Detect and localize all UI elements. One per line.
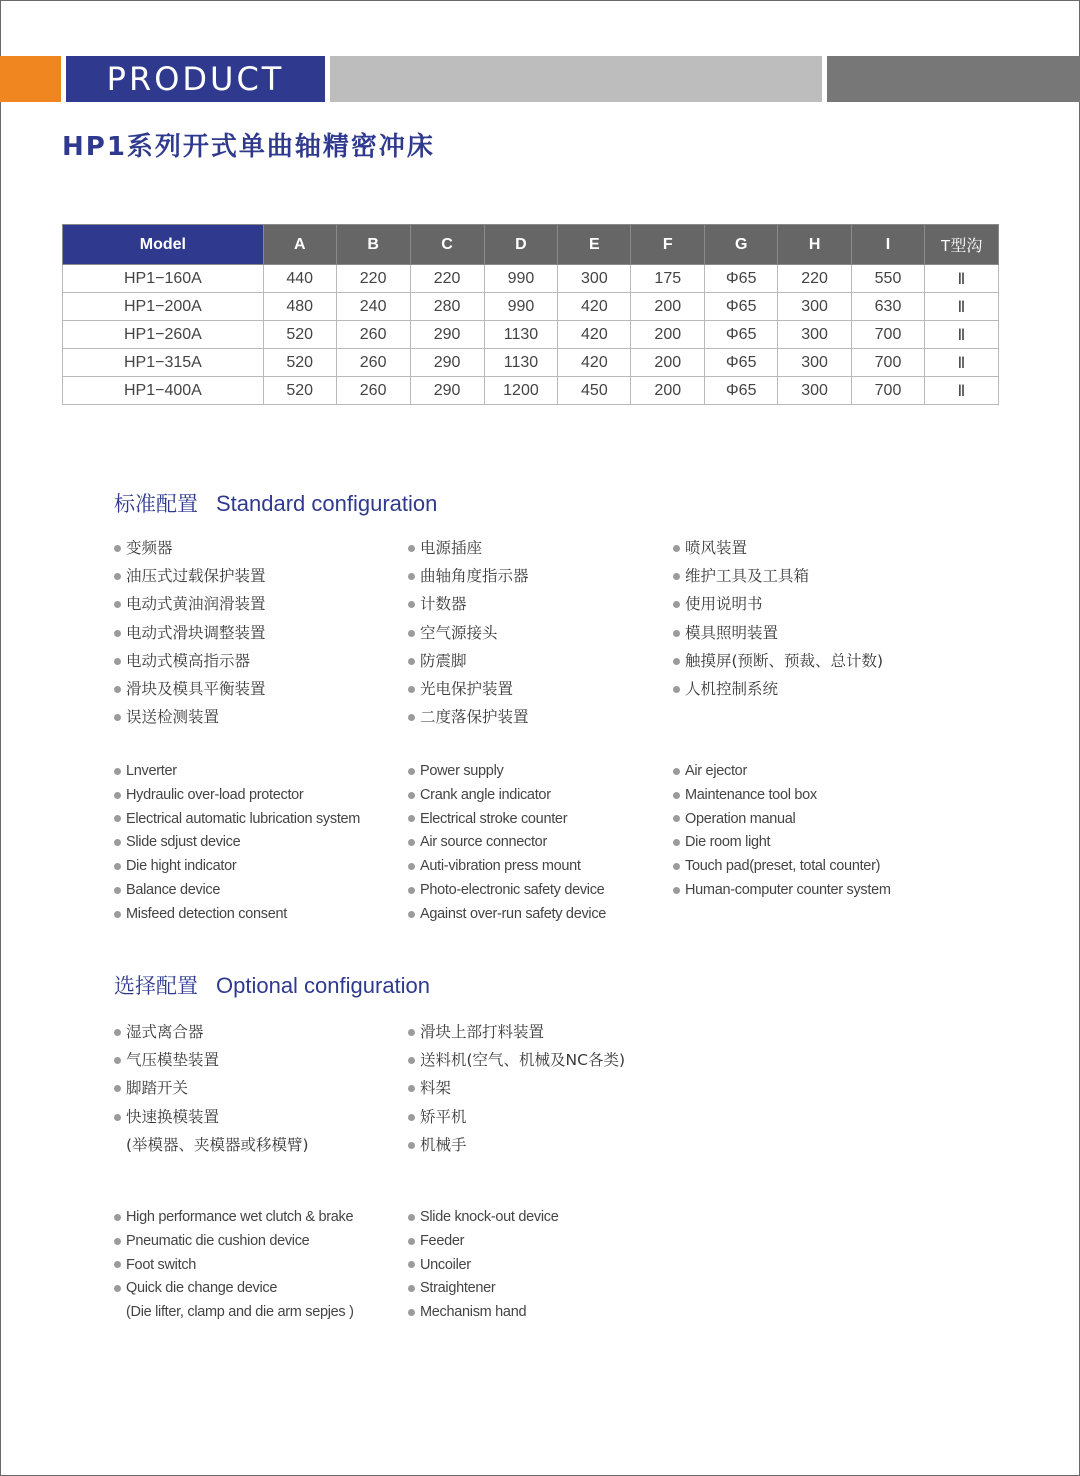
bullet-icon bbox=[114, 768, 121, 775]
list-item bbox=[114, 534, 266, 562]
table-cell: 280 bbox=[410, 293, 484, 321]
bullet-icon bbox=[408, 839, 415, 846]
list-item bbox=[408, 1074, 625, 1102]
list-item-text: Air ejector bbox=[685, 763, 747, 779]
standard-cn-list-2 bbox=[408, 534, 529, 731]
table-header-i: I bbox=[852, 225, 925, 265]
list-item bbox=[673, 830, 891, 854]
list-item bbox=[408, 1131, 625, 1159]
table-row bbox=[63, 321, 999, 349]
bullet-icon bbox=[408, 1085, 415, 1092]
bullet-icon bbox=[114, 630, 121, 637]
list-item-text: 电动式滑块调整装置 bbox=[126, 623, 266, 642]
table-row bbox=[63, 293, 999, 321]
table-cell: 220 bbox=[778, 265, 852, 293]
list-item bbox=[408, 783, 606, 807]
table-cell: 700 bbox=[852, 349, 925, 377]
bullet-icon bbox=[114, 1238, 121, 1245]
list-item bbox=[114, 647, 266, 675]
bullet-icon bbox=[408, 768, 415, 775]
list-item bbox=[408, 619, 529, 647]
bullet-icon bbox=[408, 792, 415, 799]
list-item-text: Crank angle indicator bbox=[420, 786, 551, 803]
bullet-icon bbox=[408, 1238, 415, 1245]
list-item bbox=[408, 1300, 558, 1324]
table-cell: Ⅱ bbox=[924, 293, 998, 321]
table-row bbox=[63, 377, 999, 405]
list-item-text: Mechanism hand bbox=[420, 1304, 527, 1321]
bullet-icon bbox=[673, 686, 680, 693]
table-header-e: E bbox=[558, 225, 631, 265]
bullet-icon bbox=[114, 1114, 121, 1121]
bullet-icon bbox=[114, 1085, 121, 1092]
table-cell: 420 bbox=[558, 321, 631, 349]
list-item-text: 人机控制系统 bbox=[685, 679, 779, 698]
list-item-text: 湿式离合器 bbox=[126, 1023, 204, 1041]
list-item bbox=[673, 759, 891, 783]
list-item bbox=[408, 703, 529, 731]
table-cell: Φ65 bbox=[705, 377, 778, 405]
list-item bbox=[114, 1229, 354, 1253]
table-cell: 240 bbox=[336, 293, 410, 321]
bullet-icon bbox=[673, 768, 680, 775]
list-item-text: 曲轴角度指示器 bbox=[420, 567, 529, 586]
list-item-text: Feeder bbox=[420, 1232, 465, 1249]
bullet-icon bbox=[114, 863, 121, 870]
bullet-icon bbox=[408, 911, 415, 918]
table-cell: 420 bbox=[558, 349, 631, 377]
page-title: HP1系列开式单曲轴精密冲床 bbox=[62, 132, 435, 162]
table-header-b: B bbox=[336, 225, 410, 265]
list-item-text: Human-computer counter system bbox=[685, 881, 891, 898]
list-item-text: 滑块上部打料装置 bbox=[420, 1023, 545, 1041]
bullet-icon bbox=[673, 601, 680, 608]
table-header-model: Model bbox=[63, 225, 264, 265]
table-cell-model: HP1−400A bbox=[63, 377, 264, 405]
list-item bbox=[114, 807, 360, 831]
list-item-text: 维护工具及工具箱 bbox=[685, 567, 810, 586]
standard-title-en: Standard configuration bbox=[216, 491, 438, 516]
list-item bbox=[408, 590, 529, 618]
list-item bbox=[673, 854, 891, 878]
bullet-icon bbox=[673, 863, 680, 870]
product-label: PRODUCT bbox=[106, 60, 285, 98]
standard-en-list-3 bbox=[673, 759, 891, 902]
list-item bbox=[114, 590, 266, 618]
table-header-g: G bbox=[705, 225, 778, 265]
table-cell: 260 bbox=[336, 349, 410, 377]
list-item bbox=[114, 854, 360, 878]
list-item bbox=[408, 1018, 625, 1046]
list-item bbox=[673, 534, 883, 562]
bullet-icon bbox=[114, 887, 121, 894]
list-item bbox=[408, 902, 606, 926]
bullet-icon bbox=[408, 545, 415, 552]
bullet-icon bbox=[114, 573, 121, 580]
table-cell: 290 bbox=[410, 321, 484, 349]
bullet-icon bbox=[408, 1285, 415, 1292]
list-item-text: 料架 bbox=[420, 1079, 452, 1098]
standard-en-list-2 bbox=[408, 759, 606, 926]
list-item bbox=[673, 675, 883, 703]
table-cell: 290 bbox=[410, 377, 484, 405]
list-item-text: Air source connector bbox=[420, 834, 547, 851]
bullet-icon bbox=[114, 658, 121, 665]
table-row bbox=[63, 265, 999, 293]
list-item-text: 气压模垫装置 bbox=[126, 1051, 220, 1070]
list-item bbox=[114, 675, 266, 703]
optional-title-en: Optional configuration bbox=[216, 973, 431, 998]
list-item-text: Pneumatic die cushion device bbox=[126, 1232, 310, 1249]
list-item bbox=[408, 675, 529, 703]
table-cell: 480 bbox=[263, 293, 336, 321]
table-cell: 700 bbox=[852, 321, 925, 349]
list-item bbox=[114, 1103, 309, 1131]
list-item-text: Electrical stroke counter bbox=[420, 810, 568, 827]
table-cell: 220 bbox=[336, 265, 410, 293]
table-cell-model: HP1−160A bbox=[63, 265, 264, 293]
bullet-icon bbox=[114, 1285, 121, 1292]
list-item-text: 模具照明装置 bbox=[685, 623, 779, 642]
list-item bbox=[673, 878, 891, 902]
bullet-icon bbox=[408, 1142, 415, 1149]
bullet-icon bbox=[114, 792, 121, 799]
list-item-text: Foot switch bbox=[126, 1256, 197, 1273]
list-item-text: 矫平机 bbox=[420, 1107, 467, 1126]
list-item bbox=[408, 830, 606, 854]
bullet-icon bbox=[114, 1057, 121, 1064]
bullet-icon bbox=[114, 686, 121, 693]
bullet-icon bbox=[408, 601, 415, 608]
list-item bbox=[114, 1253, 354, 1277]
list-item bbox=[114, 1046, 309, 1074]
list-item-text: Quick die change device bbox=[126, 1280, 278, 1297]
list-item bbox=[114, 902, 360, 926]
table-cell: 520 bbox=[263, 377, 336, 405]
list-item bbox=[408, 1205, 558, 1229]
bullet-icon bbox=[408, 686, 415, 693]
list-item bbox=[408, 807, 606, 831]
table-cell: 1200 bbox=[484, 377, 558, 405]
table-cell-model: HP1−260A bbox=[63, 321, 264, 349]
bullet-icon bbox=[408, 887, 415, 894]
standard-cn-list-1 bbox=[114, 534, 266, 731]
list-item bbox=[114, 1074, 309, 1102]
bullet-icon bbox=[408, 863, 415, 870]
list-item-text: Hydraulic over-load protector bbox=[126, 786, 304, 803]
list-item-note: (Die lifter, clamp and die arm sepjes ) bbox=[126, 1304, 354, 1321]
list-item bbox=[114, 878, 360, 902]
list-item bbox=[673, 647, 883, 675]
bullet-icon bbox=[114, 1029, 121, 1036]
table-cell: Ⅱ bbox=[924, 321, 998, 349]
bullet-icon bbox=[408, 1029, 415, 1036]
product-banner bbox=[66, 56, 325, 102]
list-item-text: Misfeed detection consent bbox=[126, 905, 287, 922]
list-item-text: 光电保护装置 bbox=[420, 679, 514, 698]
table-header-d: D bbox=[484, 225, 558, 265]
standard-cn-list-3 bbox=[673, 534, 883, 703]
list-item bbox=[114, 783, 360, 807]
header-dark-bar bbox=[827, 56, 1080, 102]
optional-cn-list-2 bbox=[408, 1018, 625, 1159]
list-item bbox=[673, 590, 883, 618]
table-cell: Φ65 bbox=[705, 265, 778, 293]
table-cell: 220 bbox=[410, 265, 484, 293]
table-row bbox=[63, 349, 999, 377]
list-item-text: Uncoiler bbox=[420, 1256, 471, 1273]
list-item bbox=[408, 1229, 558, 1253]
table-header-f: F bbox=[631, 225, 705, 265]
bullet-icon bbox=[114, 601, 121, 608]
bullet-icon bbox=[408, 714, 415, 721]
standard-config-title bbox=[114, 488, 437, 518]
bullet-icon bbox=[408, 1057, 415, 1064]
table-cell: Φ65 bbox=[705, 349, 778, 377]
list-item-text: Touch pad(preset, total counter) bbox=[685, 858, 881, 875]
standard-en-list-1 bbox=[114, 759, 360, 926]
header-accent-bar bbox=[0, 56, 61, 102]
table-cell: 450 bbox=[558, 377, 631, 405]
list-item bbox=[408, 534, 529, 562]
table-cell: 440 bbox=[263, 265, 336, 293]
list-item-text: 快速换模装置 bbox=[126, 1107, 220, 1126]
table-cell: Ⅱ bbox=[924, 349, 998, 377]
list-item-text: 滑块及模具平衡装置 bbox=[126, 679, 266, 698]
list-item-text: Lnverter bbox=[126, 763, 177, 779]
list-item bbox=[408, 1103, 625, 1131]
list-item bbox=[114, 1276, 354, 1300]
bullet-icon bbox=[114, 839, 121, 846]
list-item bbox=[114, 619, 266, 647]
list-item-text: 使用说明书 bbox=[685, 595, 763, 614]
table-cell: 630 bbox=[852, 293, 925, 321]
table-header-t-groove: T型沟 bbox=[924, 225, 998, 265]
list-item bbox=[114, 703, 266, 731]
list-item-text: Photo-electronic safety device bbox=[420, 881, 605, 898]
table-cell: 260 bbox=[336, 377, 410, 405]
list-item-text: Electrical automatic lubrication system bbox=[126, 810, 361, 827]
list-item-text: Balance device bbox=[126, 881, 221, 898]
table-cell: Φ65 bbox=[705, 321, 778, 349]
list-item bbox=[114, 759, 360, 783]
list-item-text: 电源插座 bbox=[420, 539, 483, 557]
bullet-icon bbox=[114, 911, 121, 918]
table-cell: 260 bbox=[336, 321, 410, 349]
bullet-icon bbox=[408, 658, 415, 665]
list-item bbox=[408, 759, 606, 783]
table-cell: 200 bbox=[631, 321, 705, 349]
table-cell: 175 bbox=[631, 265, 705, 293]
table-cell: 200 bbox=[631, 349, 705, 377]
standard-title-cn: 标准配置 bbox=[114, 492, 198, 516]
list-item-text: Straightener bbox=[420, 1280, 496, 1297]
bullet-icon bbox=[673, 887, 680, 894]
bullet-icon bbox=[114, 545, 121, 552]
list-item bbox=[114, 1205, 354, 1229]
table-cell-model: HP1−200A bbox=[63, 293, 264, 321]
list-item-text: 电动式黄油润滑装置 bbox=[126, 595, 266, 614]
list-item-text: 送料机(空气、机械及NC各类) bbox=[420, 1051, 626, 1070]
table-cell: 300 bbox=[778, 293, 852, 321]
list-item-text: 触摸屏(预断、预裁、总计数) bbox=[685, 651, 884, 670]
table-header-row bbox=[63, 225, 999, 265]
list-item-text: 喷风装置 bbox=[685, 539, 748, 557]
bullet-icon bbox=[408, 1214, 415, 1221]
bullet-icon bbox=[673, 545, 680, 552]
list-item-text: 空气源接头 bbox=[420, 623, 498, 642]
list-item bbox=[408, 647, 529, 675]
table-cell: 200 bbox=[631, 293, 705, 321]
list-item bbox=[673, 807, 891, 831]
list-item bbox=[408, 562, 529, 590]
bullet-icon bbox=[114, 815, 121, 822]
bullet-icon bbox=[408, 1114, 415, 1121]
table-cell: Ⅱ bbox=[924, 377, 998, 405]
table-cell: 520 bbox=[263, 349, 336, 377]
bullet-icon bbox=[673, 792, 680, 799]
table-cell: 300 bbox=[558, 265, 631, 293]
header-gray-bar bbox=[330, 56, 822, 102]
table-cell: 300 bbox=[778, 321, 852, 349]
table-cell-model: HP1−315A bbox=[63, 349, 264, 377]
bullet-icon bbox=[408, 1309, 415, 1316]
table-header-a: A bbox=[263, 225, 336, 265]
table-cell: Ⅱ bbox=[924, 265, 998, 293]
table-body bbox=[63, 265, 999, 405]
table-cell: 290 bbox=[410, 349, 484, 377]
table-cell: 990 bbox=[484, 265, 558, 293]
bullet-icon bbox=[673, 573, 680, 580]
list-item bbox=[673, 562, 883, 590]
list-item bbox=[408, 878, 606, 902]
optional-en-list-1 bbox=[114, 1205, 354, 1324]
table-cell: 520 bbox=[263, 321, 336, 349]
list-item-note: (举模器、夹模器或移模臂) bbox=[126, 1135, 309, 1154]
list-item-text: Slide knock-out device bbox=[420, 1209, 559, 1225]
list-item bbox=[114, 830, 360, 854]
bullet-icon bbox=[673, 815, 680, 822]
list-item-text: 变频器 bbox=[126, 539, 173, 557]
list-item-text: 机械手 bbox=[420, 1135, 467, 1154]
table-cell: 550 bbox=[852, 265, 925, 293]
list-item-text: Slide sdjust device bbox=[126, 834, 241, 851]
list-item bbox=[408, 854, 606, 878]
table-cell: 420 bbox=[558, 293, 631, 321]
list-item bbox=[408, 1046, 625, 1074]
list-item bbox=[408, 1276, 558, 1300]
table-cell: Φ65 bbox=[705, 293, 778, 321]
spec-table bbox=[62, 224, 999, 405]
table-cell: 1130 bbox=[484, 349, 558, 377]
table-cell: 990 bbox=[484, 293, 558, 321]
table-header-h: H bbox=[778, 225, 852, 265]
list-item bbox=[673, 619, 883, 647]
list-item-text: Die hight indicator bbox=[126, 858, 237, 875]
bullet-icon bbox=[673, 630, 680, 637]
list-item-text: 防震脚 bbox=[420, 651, 467, 670]
optional-en-list-2 bbox=[408, 1205, 558, 1324]
list-item-text: Power supply bbox=[420, 763, 504, 779]
list-item-text: 计数器 bbox=[420, 595, 467, 614]
list-item-text: 电动式模高指示器 bbox=[126, 651, 251, 670]
list-item-text: High performance wet clutch & brake bbox=[126, 1209, 354, 1225]
optional-title-cn: 选择配置 bbox=[114, 974, 198, 998]
bullet-icon bbox=[408, 1261, 415, 1268]
table-cell: 300 bbox=[778, 377, 852, 405]
table-cell: 300 bbox=[778, 349, 852, 377]
list-item-text: 脚踏开关 bbox=[126, 1079, 189, 1098]
list-item-text: Maintenance tool box bbox=[685, 786, 817, 803]
table-cell: 200 bbox=[631, 377, 705, 405]
list-item-text: Auti-vibration press mount bbox=[420, 858, 581, 875]
list-item-text: Die room light bbox=[685, 834, 771, 851]
list-item bbox=[408, 1253, 558, 1277]
bullet-icon bbox=[408, 630, 415, 637]
list-item bbox=[114, 562, 266, 590]
list-item-text: Against over-run safety device bbox=[420, 905, 607, 922]
table-header-c: C bbox=[410, 225, 484, 265]
optional-config-title bbox=[114, 970, 430, 1000]
table-cell: 700 bbox=[852, 377, 925, 405]
list-item bbox=[114, 1018, 309, 1046]
bullet-icon bbox=[673, 658, 680, 665]
optional-cn-list-1 bbox=[114, 1018, 309, 1159]
bullet-icon bbox=[114, 1261, 121, 1268]
list-item-text: 误送检测装置 bbox=[126, 708, 220, 727]
bullet-icon bbox=[673, 839, 680, 846]
list-item-text: Operation manual bbox=[685, 810, 796, 827]
list-item bbox=[673, 783, 891, 807]
table-cell: 1130 bbox=[484, 321, 558, 349]
list-item-text: 二度落保护装置 bbox=[420, 708, 529, 727]
bullet-icon bbox=[408, 815, 415, 822]
list-item-text: 油压式过载保护装置 bbox=[126, 567, 266, 586]
bullet-icon bbox=[114, 1214, 121, 1221]
bullet-icon bbox=[408, 573, 415, 580]
bullet-icon bbox=[114, 714, 121, 721]
